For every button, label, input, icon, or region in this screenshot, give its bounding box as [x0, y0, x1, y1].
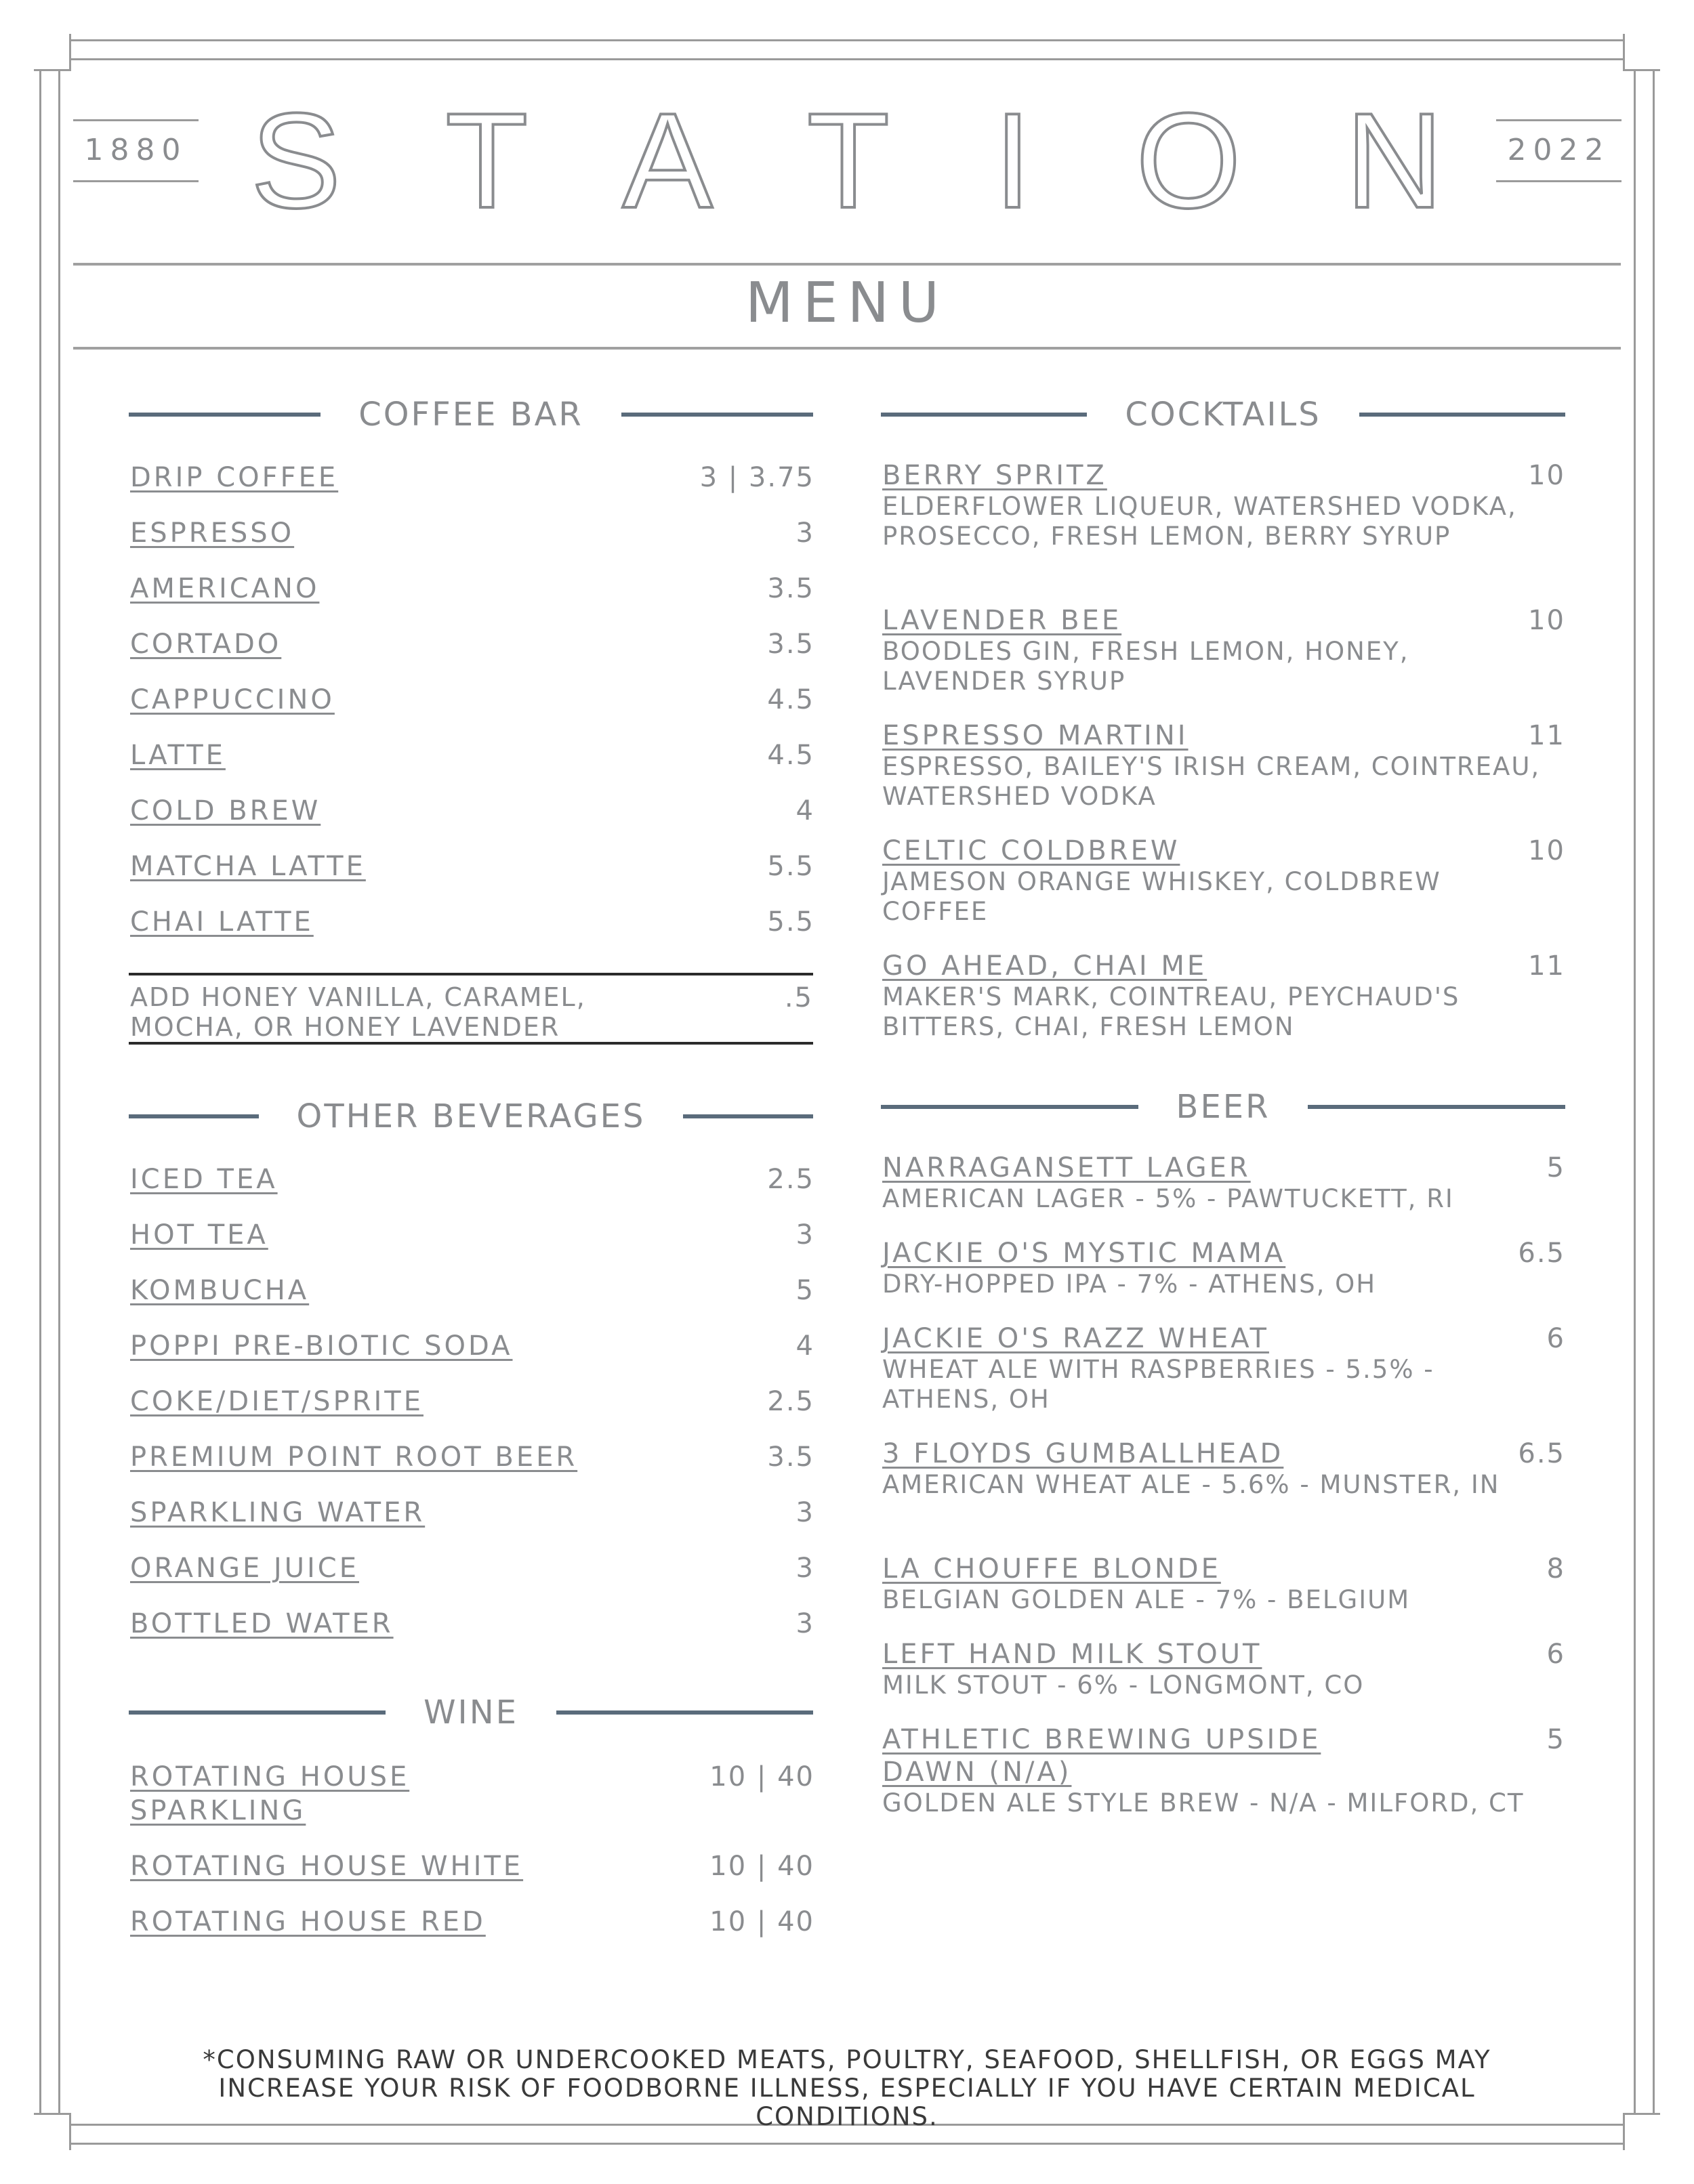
- section-rule: [129, 1114, 259, 1118]
- menu-item-price: 11: [1528, 720, 1565, 751]
- menu-item-price: 5: [796, 1275, 814, 1306]
- frame-corner: [34, 34, 71, 71]
- year-rule: [1496, 119, 1621, 121]
- menu-item-name: PREMIUM POINT ROOT BEER: [130, 1442, 578, 1473]
- header-rule: [73, 263, 1621, 266]
- menu-item-price: 2.5: [767, 1164, 814, 1195]
- menu-item-name: COLD BREW: [130, 795, 321, 826]
- section-header-other-beverages: [129, 1097, 813, 1135]
- section-rule: [881, 1105, 1138, 1109]
- section-header-beer: [881, 1088, 1565, 1126]
- menu-item-price: 3.5: [767, 1442, 814, 1473]
- section-rule: [621, 413, 813, 417]
- disclaimer: *CONSUMING RAW OR UNDERCOOKED MEATS, POULTRY, SEAFOOD, SHELLFISH, OR EGGS MAY INCREASE YOUR RISK OF FOODBORNE ILLNESS, ESPECIALLY IF YOU HAVE CERTAIN MEDICAL CONDITIONS.: [203, 2045, 1491, 2131]
- menu-item-name: AMERICANO: [130, 573, 320, 604]
- section-rule: [1308, 1105, 1565, 1109]
- menu-item-name: ICED TEA: [130, 1164, 278, 1195]
- menu-item-price: 3: [796, 1608, 814, 1639]
- menu-item-description: AMERICAN LAGER - 5% - PAWTUCKETT, RI: [882, 1184, 1454, 1213]
- addon-rule: [129, 973, 813, 975]
- year-rule: [73, 119, 199, 121]
- section-rule: [683, 1114, 813, 1118]
- frame-corner: [1623, 2113, 1660, 2150]
- menu-item-price: 6: [1546, 1323, 1565, 1354]
- brand-logo: [244, 87, 1450, 229]
- menu-item-name: LEFT HAND MILK STOUT: [882, 1639, 1262, 1670]
- menu-item-description: ESPRESSO, BAILEY'S IRISH CREAM, COINTREAU, WATERSHED VODKA: [882, 752, 1541, 811]
- menu-item-price: 5.5: [767, 851, 814, 882]
- menu-item-price: 3.5: [767, 573, 814, 604]
- menu-item-name: CORTADO: [130, 629, 282, 660]
- year-rule: [1496, 180, 1621, 182]
- section-title: OTHER BEVERAGES: [296, 1097, 646, 1135]
- menu-item-price: 2.5: [767, 1386, 814, 1417]
- menu-item-price: 6.5: [1518, 1238, 1565, 1269]
- menu-item-name: POPPI PRE-BIOTIC SODA: [130, 1330, 513, 1362]
- menu-item-name: ESPRESSO: [130, 518, 295, 549]
- menu-item-name: DRIP COFFEE: [130, 462, 339, 493]
- menu-item-price: 3 | 3.75: [699, 462, 814, 493]
- menu-item-name: ROTATING HOUSE SPARKLING: [130, 1761, 410, 1826]
- menu-item-name: MATCHA LATTE: [130, 851, 366, 882]
- menu-item-price: 4.5: [767, 740, 814, 771]
- menu-item-name: BERRY SPRITZ: [882, 460, 1107, 491]
- menu-item-description: GOLDEN ALE STYLE BREW - N/A - MILFORD, CT: [882, 1788, 1525, 1818]
- menu-item-price: 10 | 40: [709, 1761, 814, 1792]
- page-title: MENU: [745, 271, 949, 335]
- addon-rule: [129, 1042, 813, 1045]
- section-header-cocktails: [881, 396, 1565, 434]
- menu-item-price: 3.5: [767, 629, 814, 660]
- section-rule: [129, 1710, 386, 1715]
- menu-item-name: LATTE: [130, 740, 226, 771]
- menu-item-name: BOTTLED WATER: [130, 1608, 394, 1639]
- menu-item-price: 6: [1546, 1639, 1565, 1670]
- menu-item-price: 11: [1528, 950, 1565, 982]
- menu-item-price: 5: [1546, 1152, 1565, 1183]
- addon-text: ADD HONEY VANILLA, CARAMEL, MOCHA, OR HONEY LAVENDER: [130, 982, 586, 1042]
- section-title: WINE: [424, 1694, 518, 1731]
- menu-item-description: ELDERFLOWER LIQUEUR, WATERSHED VODKA, PROSECCO, FRESH LEMON, BERRY SYRUP: [882, 492, 1517, 551]
- menu-item-description: MAKER'S MARK, COINTREAU, PEYCHAUD'S BITTERS, CHAI, FRESH LEMON: [882, 982, 1460, 1041]
- menu-item-name: NARRAGANSETT LAGER: [882, 1152, 1251, 1183]
- menu-item-description: AMERICAN WHEAT ALE - 5.6% - MUNSTER, IN: [882, 1470, 1500, 1499]
- section-header-wine: [129, 1694, 813, 1731]
- menu-item-price: 4: [796, 795, 814, 826]
- menu-item-name: KOMBUCHA: [130, 1275, 310, 1306]
- menu-item-description: JAMESON ORANGE WHISKEY, COLDBREW COFFEE: [882, 867, 1441, 926]
- menu-item-price: 10: [1528, 460, 1565, 491]
- menu-item-name: SPARKLING WATER: [130, 1497, 426, 1528]
- frame-corner: [1623, 34, 1660, 71]
- menu-item-name: COKE/DIET/SPRITE: [130, 1386, 424, 1417]
- menu-item-price: 3: [796, 1219, 814, 1251]
- menu-item-description: MILK STOUT - 6% - LONGMONT, CO: [882, 1671, 1365, 1700]
- menu-item-name: JACKIE O'S MYSTIC MAMA: [882, 1238, 1286, 1269]
- menu-item-name: ATHLETIC BREWING UPSIDE DAWN (N/A): [882, 1724, 1321, 1788]
- section-header-coffee-bar: [129, 396, 813, 434]
- menu-item-price: 3: [796, 1497, 814, 1528]
- brand-wordmark: STATION: [251, 87, 1443, 229]
- menu-item-price: 3: [796, 518, 814, 549]
- section-rule: [556, 1710, 813, 1715]
- menu-item-description: DRY-HOPPED IPA - 7% - ATHENS, OH: [882, 1269, 1377, 1299]
- menu-item-price: 3: [796, 1553, 814, 1584]
- year-rule: [73, 180, 199, 182]
- section-title: COCKTAILS: [1125, 396, 1321, 434]
- frame-corner: [34, 2113, 71, 2150]
- menu-item-price: 10: [1528, 605, 1565, 636]
- menu-item-price: 6.5: [1518, 1438, 1565, 1469]
- menu-item-price: 5.5: [767, 906, 814, 938]
- menu-item-name: HOT TEA: [130, 1219, 268, 1251]
- menu-item-price: 10: [1528, 835, 1565, 866]
- section-title: BEER: [1176, 1088, 1270, 1126]
- section-title: COFFEE BAR: [358, 396, 583, 434]
- menu-item-price: 5: [1546, 1724, 1565, 1755]
- menu-item-price: 4: [796, 1330, 814, 1362]
- menu-item-price: 10 | 40: [709, 1906, 814, 1937]
- addon-price: .5: [784, 982, 813, 1013]
- menu-item-name: CELTIC COLDBREW: [882, 835, 1180, 866]
- menu-item-description: BOODLES GIN, FRESH LEMON, HONEY, LAVENDER SYRUP: [882, 637, 1409, 696]
- section-rule: [881, 413, 1087, 417]
- section-rule: [1359, 413, 1565, 417]
- menu-item-name: ESPRESSO MARTINI: [882, 720, 1189, 751]
- menu-item-name: LAVENDER BEE: [882, 605, 1122, 636]
- menu-item-description: WHEAT ALE WITH RASPBERRIES - 5.5% - ATHENS, OH: [882, 1355, 1434, 1414]
- menu-item-name: ROTATING HOUSE WHITE: [130, 1851, 524, 1882]
- menu-item-name: CHAI LATTE: [130, 906, 314, 938]
- year-right: 2022: [1507, 133, 1611, 167]
- menu-item-price: 10 | 40: [709, 1851, 814, 1882]
- menu-item-name: GO AHEAD, CHAI ME: [882, 950, 1207, 982]
- menu-item-name: 3 FLOYDS GUMBALLHEAD: [882, 1438, 1284, 1469]
- menu-item-name: ORANGE JUICE: [130, 1553, 359, 1584]
- menu-item-name: CAPPUCCINO: [130, 684, 335, 715]
- section-rule: [129, 413, 321, 417]
- menu-item-name: LA CHOUFFE BLONDE: [882, 1553, 1221, 1584]
- menu-item-description: BELGIAN GOLDEN ALE - 7% - BELGIUM: [882, 1585, 1411, 1614]
- menu-item-name: JACKIE O'S RAZZ WHEAT: [882, 1323, 1269, 1354]
- year-left: 1880: [84, 133, 188, 167]
- menu-item-price: 8: [1546, 1553, 1565, 1584]
- menu-item-price: 4.5: [767, 684, 814, 715]
- header-rule: [73, 347, 1621, 350]
- menu-item-name: ROTATING HOUSE RED: [130, 1906, 486, 1937]
